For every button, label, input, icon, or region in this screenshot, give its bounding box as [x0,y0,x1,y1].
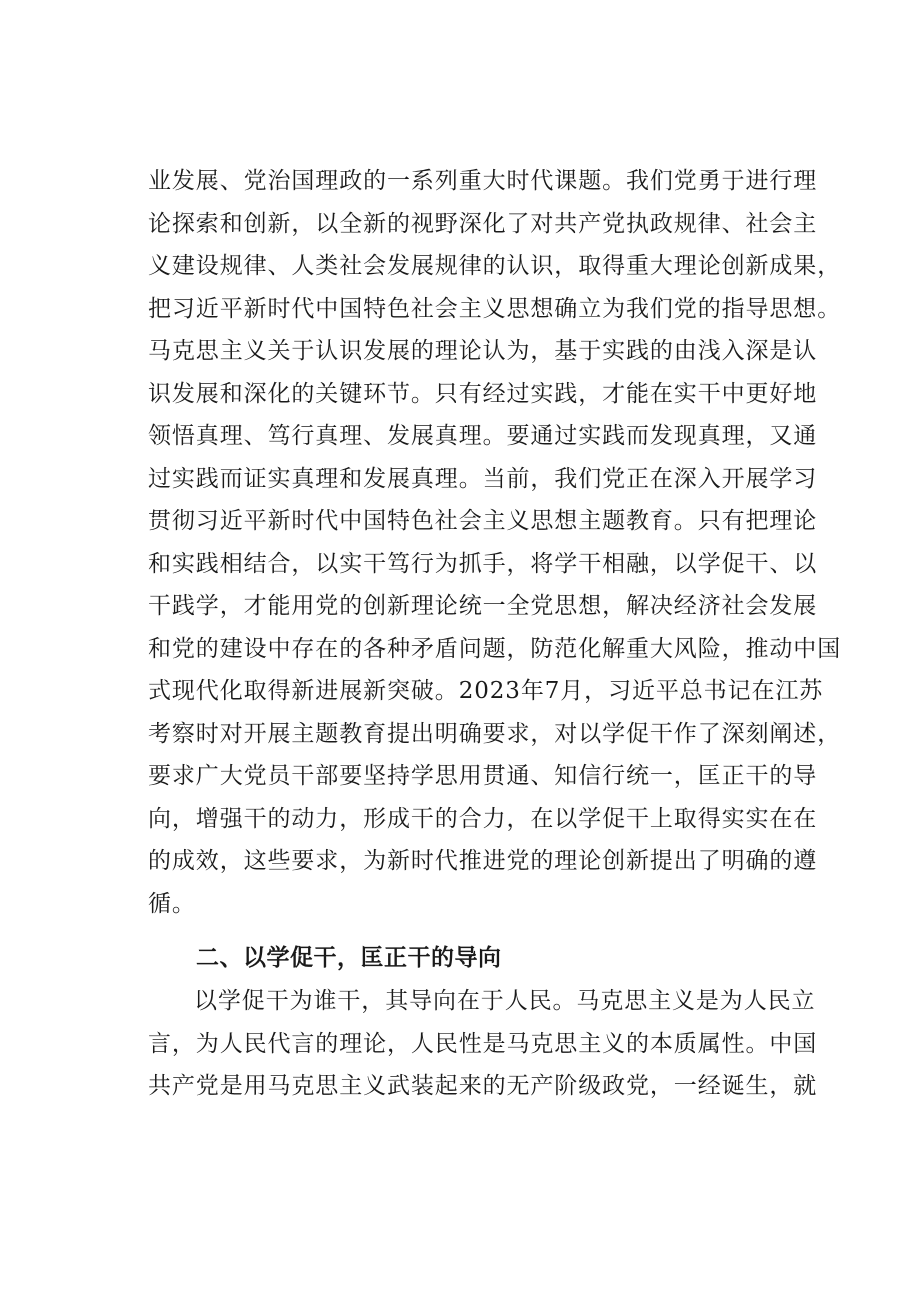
text-line: 把习近平新时代中国特色社会主义思想确立为我们党的指导思想。 [148,295,842,322]
text-line: 马克思主义关于认识发展的理论认为，基于实践的由浅入深是认 [148,338,818,364]
text-line: 式现代化取得新进展新突破。2023年7月，习近平总书记在江苏 [148,678,824,704]
text-line: 以学促干为谁干，其导向在于人民。马克思主义是为人民立 [194,988,816,1014]
paragraph-1 [148,160,842,925]
text-line: 要求广大党员干部要坚持学思用贯通、知信行统一，匡正干的导 [148,763,818,789]
text-line: 义建设规律、人类社会发展规律的认识，取得重大理论创新成果， [148,253,842,279]
text-line: 论探索和创新，以全新的视野深化了对共产党执政规律、社会主 [148,210,818,237]
text-line: 共产党是用马克思主义武装起来的无产阶级政党，一经诞生，就 [148,1073,818,1099]
text-line: 言，为人民代言的理论，人民性是马克思主义的本质属性。中国 [148,1030,818,1057]
text-line: 的成效，这些要求，为新时代推进党的理论创新提出了明确的遵 [148,848,818,874]
text-line: 循。 [148,890,196,917]
text-line: 识发展和深化的关键环节。只有经过实践，才能在实干中更好地 [148,380,818,407]
paragraph-2 [148,980,818,1108]
text-line: 和党的建设中存在的各种矛盾问题，防范化解重大风险，推动中国 [148,635,842,662]
text-line: 干践学，才能用党的创新理论统一全党思想，解决经济社会发展 [148,593,818,619]
text-line: 贯彻习近平新时代中国特色社会主义思想主题教育。只有把理论 [148,508,818,534]
text-line: 业发展、党治国理政的一系列重大时代课题。我们党勇于进行理 [148,168,818,194]
text-line: 考察时对开展主题教育提出明确要求，对以学促干作了深刻阐述， [148,720,842,747]
text-line: 和实践相结合，以实干笃行为抓手，将学干相融，以学促干、以 [148,550,818,577]
text-line: 向，增强干的动力，形成干的合力，在以学促干上取得实实在在 [148,805,818,832]
section-heading: 二、以学促干，匡正干的导向 [196,945,502,971]
text-line: 过实践而证实真理和发展真理。当前，我们党正在深入开展学习 [148,465,818,492]
text-line: 领悟真理、笃行真理、发展真理。要通过实践而发现真理，又通 [148,423,818,449]
